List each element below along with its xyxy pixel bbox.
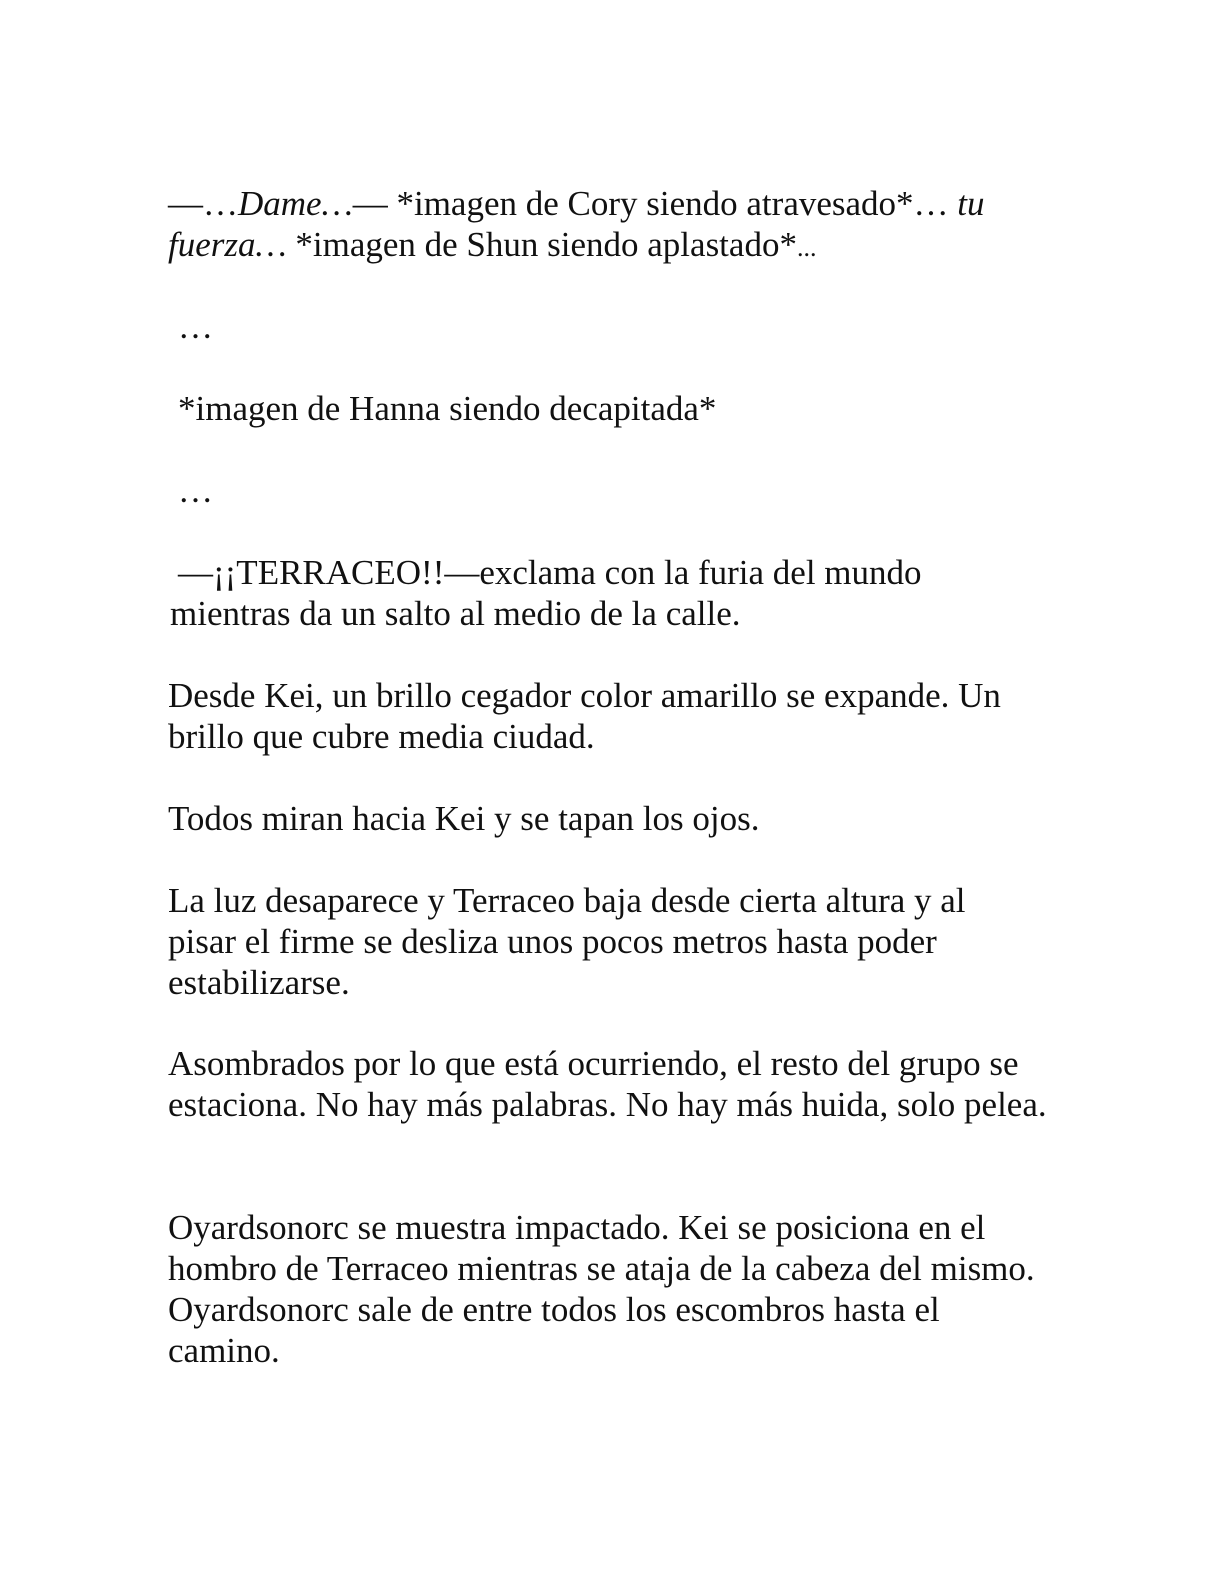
- paragraph-ellipsis-2: …: [178, 471, 213, 510]
- paragraph-ellipsis-1: …: [178, 307, 213, 346]
- paragraph-terraceo-shout: —¡¡TERRACEO!!—exclama con la furia del mundo mientras da un salto al medio de la calle.: [170, 553, 922, 633]
- paragraph-todos-miran: Todos miran hacia Kei y se tapan los ojos.: [168, 799, 760, 838]
- paragraph-asombrados: Asombrados por lo que está ocurriendo, el resto del grupo se estaciona. No hay más palabras. No hay más huida, solo pelea.: [168, 1044, 1047, 1124]
- dash-ellipsis: —…: [168, 184, 238, 223]
- image-cory-text: — *imagen de Cory siendo atravesado*…: [352, 184, 949, 223]
- paragraph-images-1: [168, 183, 1048, 268]
- italic-fuerza: fuerza…: [168, 225, 287, 264]
- italic-dame: Dame…: [238, 184, 353, 223]
- paragraph-brillo: Desde Kei, un brillo cegador color amarillo se expande. Un brillo que cubre media ciudad.: [168, 676, 1001, 756]
- image-shun-text: *imagen de Shun siendo aplastado*: [286, 225, 797, 264]
- paragraph-luz-desaparece: La luz desaparece y Terraceo baja desde cierta altura y al pisar el firme se desliza unos pocos metros hasta poder estabilizarse.: [168, 881, 966, 1002]
- italic-tu: tu: [957, 184, 985, 223]
- paragraph-image-hanna: *imagen de Hanna siendo decapitada*: [178, 389, 717, 428]
- trailing-dots: ...: [796, 233, 817, 262]
- paragraph-oyardsonorc: Oyardsonorc se muestra impactado. Kei se posiciona en el hombro de Terraceo mientras se ataja de la cabeza del mismo. Oyardsonorc sale de entre todos los escombros hasta el camino.: [168, 1208, 1035, 1370]
